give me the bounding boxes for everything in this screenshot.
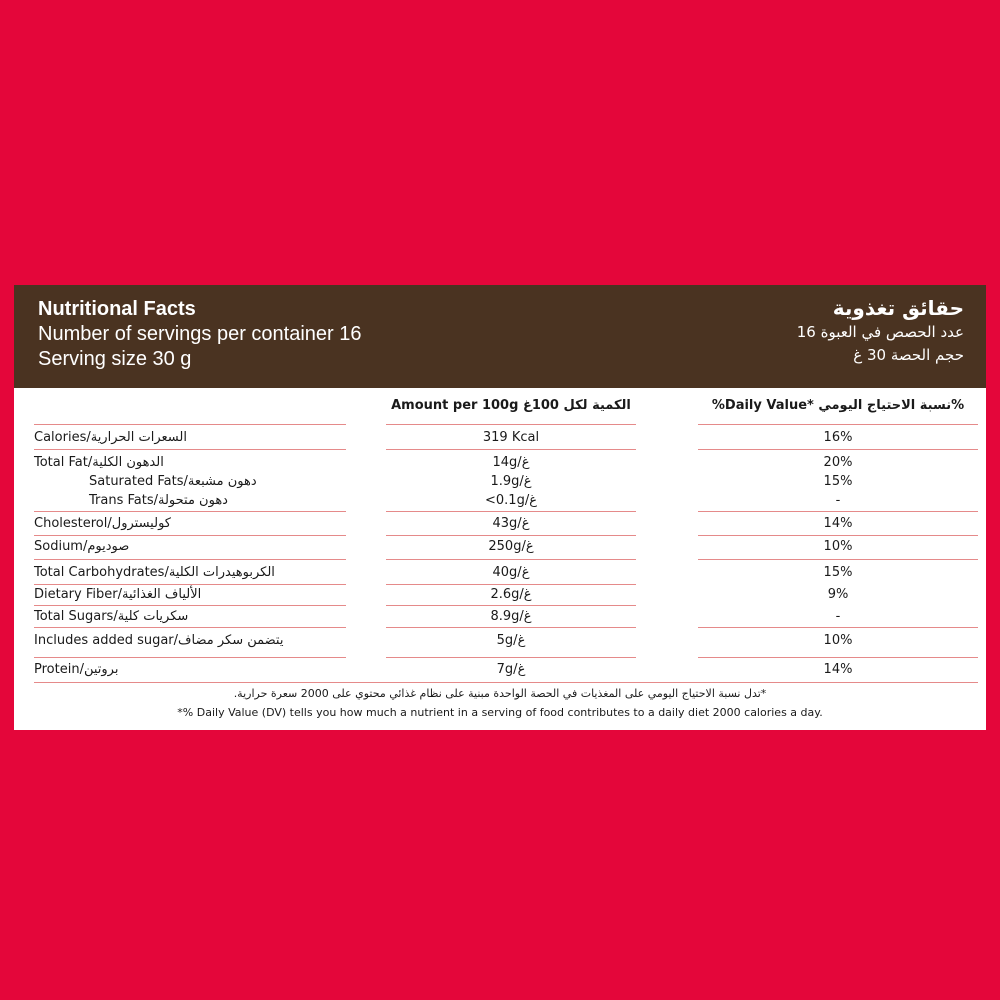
- row-divider: [386, 627, 636, 628]
- row-divider: [34, 449, 346, 450]
- title-english: Nutritional Facts: [38, 298, 196, 320]
- servings-per-container-english: Number of servings per container 16: [38, 323, 362, 345]
- daily-value-column-header: %Daily Value* نسبة الاحتياج اليومي%: [711, 398, 965, 413]
- row-amount: 8.9g/غ: [490, 609, 532, 624]
- row-divider: [386, 605, 636, 606]
- row-divider: [386, 535, 636, 536]
- row-divider: [386, 559, 636, 560]
- row-divider: [34, 627, 346, 628]
- row-label: Protein/بروتين: [34, 662, 119, 677]
- panel-header: [14, 285, 986, 388]
- row-daily-value: 15%: [823, 474, 853, 489]
- row-label: Calories/السعرات الحرارية: [34, 430, 187, 445]
- row-divider: [34, 605, 346, 606]
- row-label: Cholesterol/كوليسترول: [34, 516, 171, 531]
- row-amount: 250g/غ: [488, 539, 534, 554]
- row-daily-value: -: [835, 493, 841, 508]
- row-daily-value: -: [835, 609, 841, 624]
- row-divider: [386, 584, 636, 585]
- row-amount: 14g/غ: [492, 455, 530, 470]
- row-label: Total Carbohydrates/الكربوهيدرات الكلية: [34, 565, 275, 580]
- row-amount: 7g/غ: [496, 662, 526, 677]
- row-divider: [34, 559, 346, 560]
- servings-per-container-arabic: عدد الحصص في العبوة 16: [796, 323, 964, 341]
- row-divider: [34, 535, 346, 536]
- serving-size-arabic: حجم الحصة 30 غ: [853, 346, 964, 364]
- title-arabic: حقائق تغذوية: [832, 296, 964, 320]
- row-daily-value: 20%: [823, 455, 853, 470]
- row-divider: [698, 559, 978, 560]
- row-divider: [698, 511, 978, 512]
- row-daily-value: 10%: [823, 633, 853, 648]
- row-label: Sodium/صوديوم: [34, 539, 130, 554]
- row-daily-value: 16%: [823, 430, 853, 445]
- row-divider: [34, 511, 346, 512]
- row-daily-value: 10%: [823, 539, 853, 554]
- row-divider: [34, 584, 346, 585]
- row-label: Total Fat/الدهون الكلية: [34, 455, 164, 470]
- row-amount: 5g/غ: [496, 633, 526, 648]
- row-daily-value: 15%: [823, 565, 853, 580]
- row-label: Includes added sugar/يتضمن سكر مضاف: [34, 633, 284, 648]
- row-amount: 2.6g/غ: [490, 587, 532, 602]
- table-bottom-rule: [34, 682, 978, 683]
- row-divider: [34, 424, 346, 425]
- row-amount: 319 Kcal: [482, 430, 540, 445]
- row-daily-value: 14%: [823, 516, 853, 531]
- nutrition-facts-panel: [14, 285, 986, 730]
- row-divider: [386, 449, 636, 450]
- header-english: [38, 297, 362, 372]
- row-amount: 40g/غ: [492, 565, 530, 580]
- row-divider: [386, 657, 636, 658]
- row-label: Saturated Fats/دهون مشبعة: [89, 474, 257, 489]
- footnote-english: *% Daily Value (DV) tells you how much a nutrient in a serving of food contributes to a daily diet 2000 calories a day.: [177, 706, 823, 719]
- row-amount: 43g/غ: [492, 516, 530, 531]
- row-amount: 1.9g/غ: [490, 474, 532, 489]
- row-divider: [386, 424, 636, 425]
- row-daily-value: 9%: [827, 587, 849, 602]
- row-divider: [698, 535, 978, 536]
- footnote-arabic: *تدل نسبة الاحتياج اليومي على المغذيات في الحصة الواحدة مبنية على نظام غذائي محتوي على 2000 سعرة حرارية.: [233, 687, 767, 700]
- row-divider: [698, 449, 978, 450]
- row-divider: [386, 511, 636, 512]
- row-divider: [34, 657, 346, 658]
- amount-column-header: Amount per 100g الكمية لكل 100غ: [391, 398, 631, 413]
- row-divider: [698, 657, 978, 658]
- serving-size-english: Serving size 30 g: [38, 348, 192, 370]
- row-label: Dietary Fiber/الألياف الغذائية: [34, 587, 202, 602]
- row-label: Total Sugars/سكريات كلية: [34, 609, 189, 624]
- row-amount: <0.1g/غ: [485, 493, 537, 508]
- header-arabic: [797, 295, 964, 367]
- row-divider: [698, 627, 978, 628]
- row-divider: [698, 424, 978, 425]
- row-label: Trans Fats/دهون متحولة: [89, 493, 228, 508]
- row-daily-value: 14%: [823, 662, 853, 677]
